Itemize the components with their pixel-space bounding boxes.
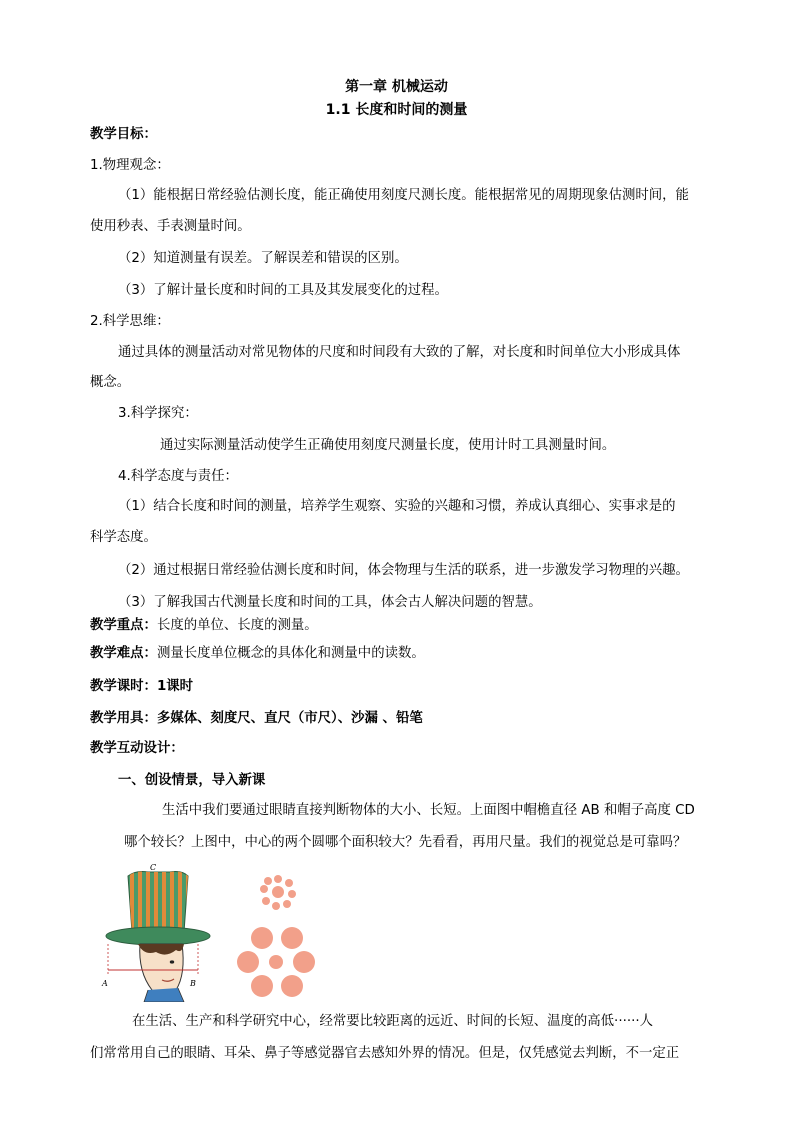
ring-circle <box>285 879 293 887</box>
ring-circle <box>251 927 273 949</box>
attitude-item3: （3）了解我国古代测量长度和时间的工具，体会古人解决问题的智慧。 <box>118 595 542 610</box>
ring-circle <box>281 927 303 949</box>
periods <box>90 678 193 696</box>
tools-label: 教学用具： <box>90 711 157 726</box>
intro-para-line2: 哪个较长？上图中，中心的两个圆哪个面积较大？先看看，再用尺量。我们的视觉总是可靠吗？ <box>124 835 687 850</box>
key-points-text: 长度的单位、长度的测量。 <box>156 618 318 633</box>
ring-circle <box>274 875 282 883</box>
para2-line1: 在生活、生产和科学研究中心，经常要比较距离的远近、时间的长短、温度的高低······人 <box>132 1014 653 1029</box>
ring-circle <box>264 877 272 885</box>
ring-circle <box>293 951 315 973</box>
thinking-line1: 通过具体的测量活动对常见物体的尺度和时间段有大致的了解，对长度和时间单位大小形成具体 <box>118 345 681 360</box>
label-b: B <box>190 979 196 988</box>
tools-text: 多媒体、刻度尺、直尺（市尺）、沙漏 、铅笔 <box>156 711 423 726</box>
center-circle-top <box>272 886 284 898</box>
design-sub1: 一、创设情景，导入新课 <box>118 773 266 788</box>
ring-circle <box>260 885 268 893</box>
physics-item1-line1: （1）能根据日常经验估测长度，能正确使用刻度尺测长度。能根据常见的周期现象估测时间，能 <box>118 188 689 203</box>
label-c: C <box>150 863 157 872</box>
ring-circle <box>288 890 296 898</box>
attitude-item1-line1: （1）结合长度和时间的测量，培养学生观察、实验的兴趣和习惯，养成认真细心、实事求是的 <box>118 499 676 514</box>
thinking-line2: 概念。 <box>90 375 131 390</box>
ring-circle <box>283 900 291 908</box>
attitude-title: 4.科学态度与责任： <box>118 469 238 484</box>
attitude-item2: （2）通过根据日常经验估测长度和时间，体会物理与生活的联系，进一步激发学习物理的兴趣。 <box>118 563 689 578</box>
key-points-label: 教学重点： <box>90 618 157 633</box>
periods-text: 1课时 <box>156 679 194 694</box>
difficulties-label: 教学难点： <box>90 646 157 661</box>
chapter-title: 第一章 机械运动 <box>345 79 448 95</box>
physics-item3: （3）了解计量长度和时间的工具及其发展变化的过程。 <box>118 283 448 298</box>
ring-circle <box>272 902 280 910</box>
ring-circle <box>251 975 273 997</box>
large-circles-group <box>237 927 315 997</box>
physics-concept-title: 1.物理观念： <box>90 158 170 173</box>
ring-circle <box>281 975 303 997</box>
objectives-heading: 教学目标： <box>90 127 157 142</box>
physics-item2: （2）知道测量有误差。了解误差和错误的区别。 <box>118 251 408 266</box>
inquiry-line1: 通过实际测量活动使学生正确使用刻度尺测量长度，使用计时工具测量时间。 <box>160 438 616 453</box>
attitude-item1-line2: 科学态度。 <box>90 530 157 545</box>
small-circles-group <box>260 875 296 910</box>
section-title: 1.1 长度和时间的测量 <box>325 102 468 118</box>
design-heading: 教学互动设计： <box>90 741 184 756</box>
center-circle-bottom <box>269 955 283 969</box>
difficulties <box>90 645 425 663</box>
intro-para-line1: 生活中我们要通过眼睛直接判断物体的大小、长短。上面图中帽檐直径 AB 和帽子高度 CD <box>162 803 695 818</box>
illusion-figure <box>100 862 330 1002</box>
physics-item1-line2: 使用秒表、手表测量时间。 <box>90 219 251 234</box>
periods-label: 教学课时： <box>90 679 157 694</box>
inquiry-title: 3.科学探究： <box>118 406 198 421</box>
para2-line2: 们常常用自己的眼睛、耳朵、鼻子等感觉器官去感知外界的情况。但是，仅凭感觉去判断，不一定正 <box>90 1046 680 1061</box>
ring-circle <box>262 897 270 905</box>
label-a: A <box>102 979 108 988</box>
difficulties-text: 测量长度单位概念的具体化和测量中的读数。 <box>156 646 425 661</box>
tools <box>90 710 423 728</box>
key-points <box>90 617 318 635</box>
ring-circle <box>237 951 259 973</box>
thinking-title: 2.科学思维： <box>90 314 170 329</box>
